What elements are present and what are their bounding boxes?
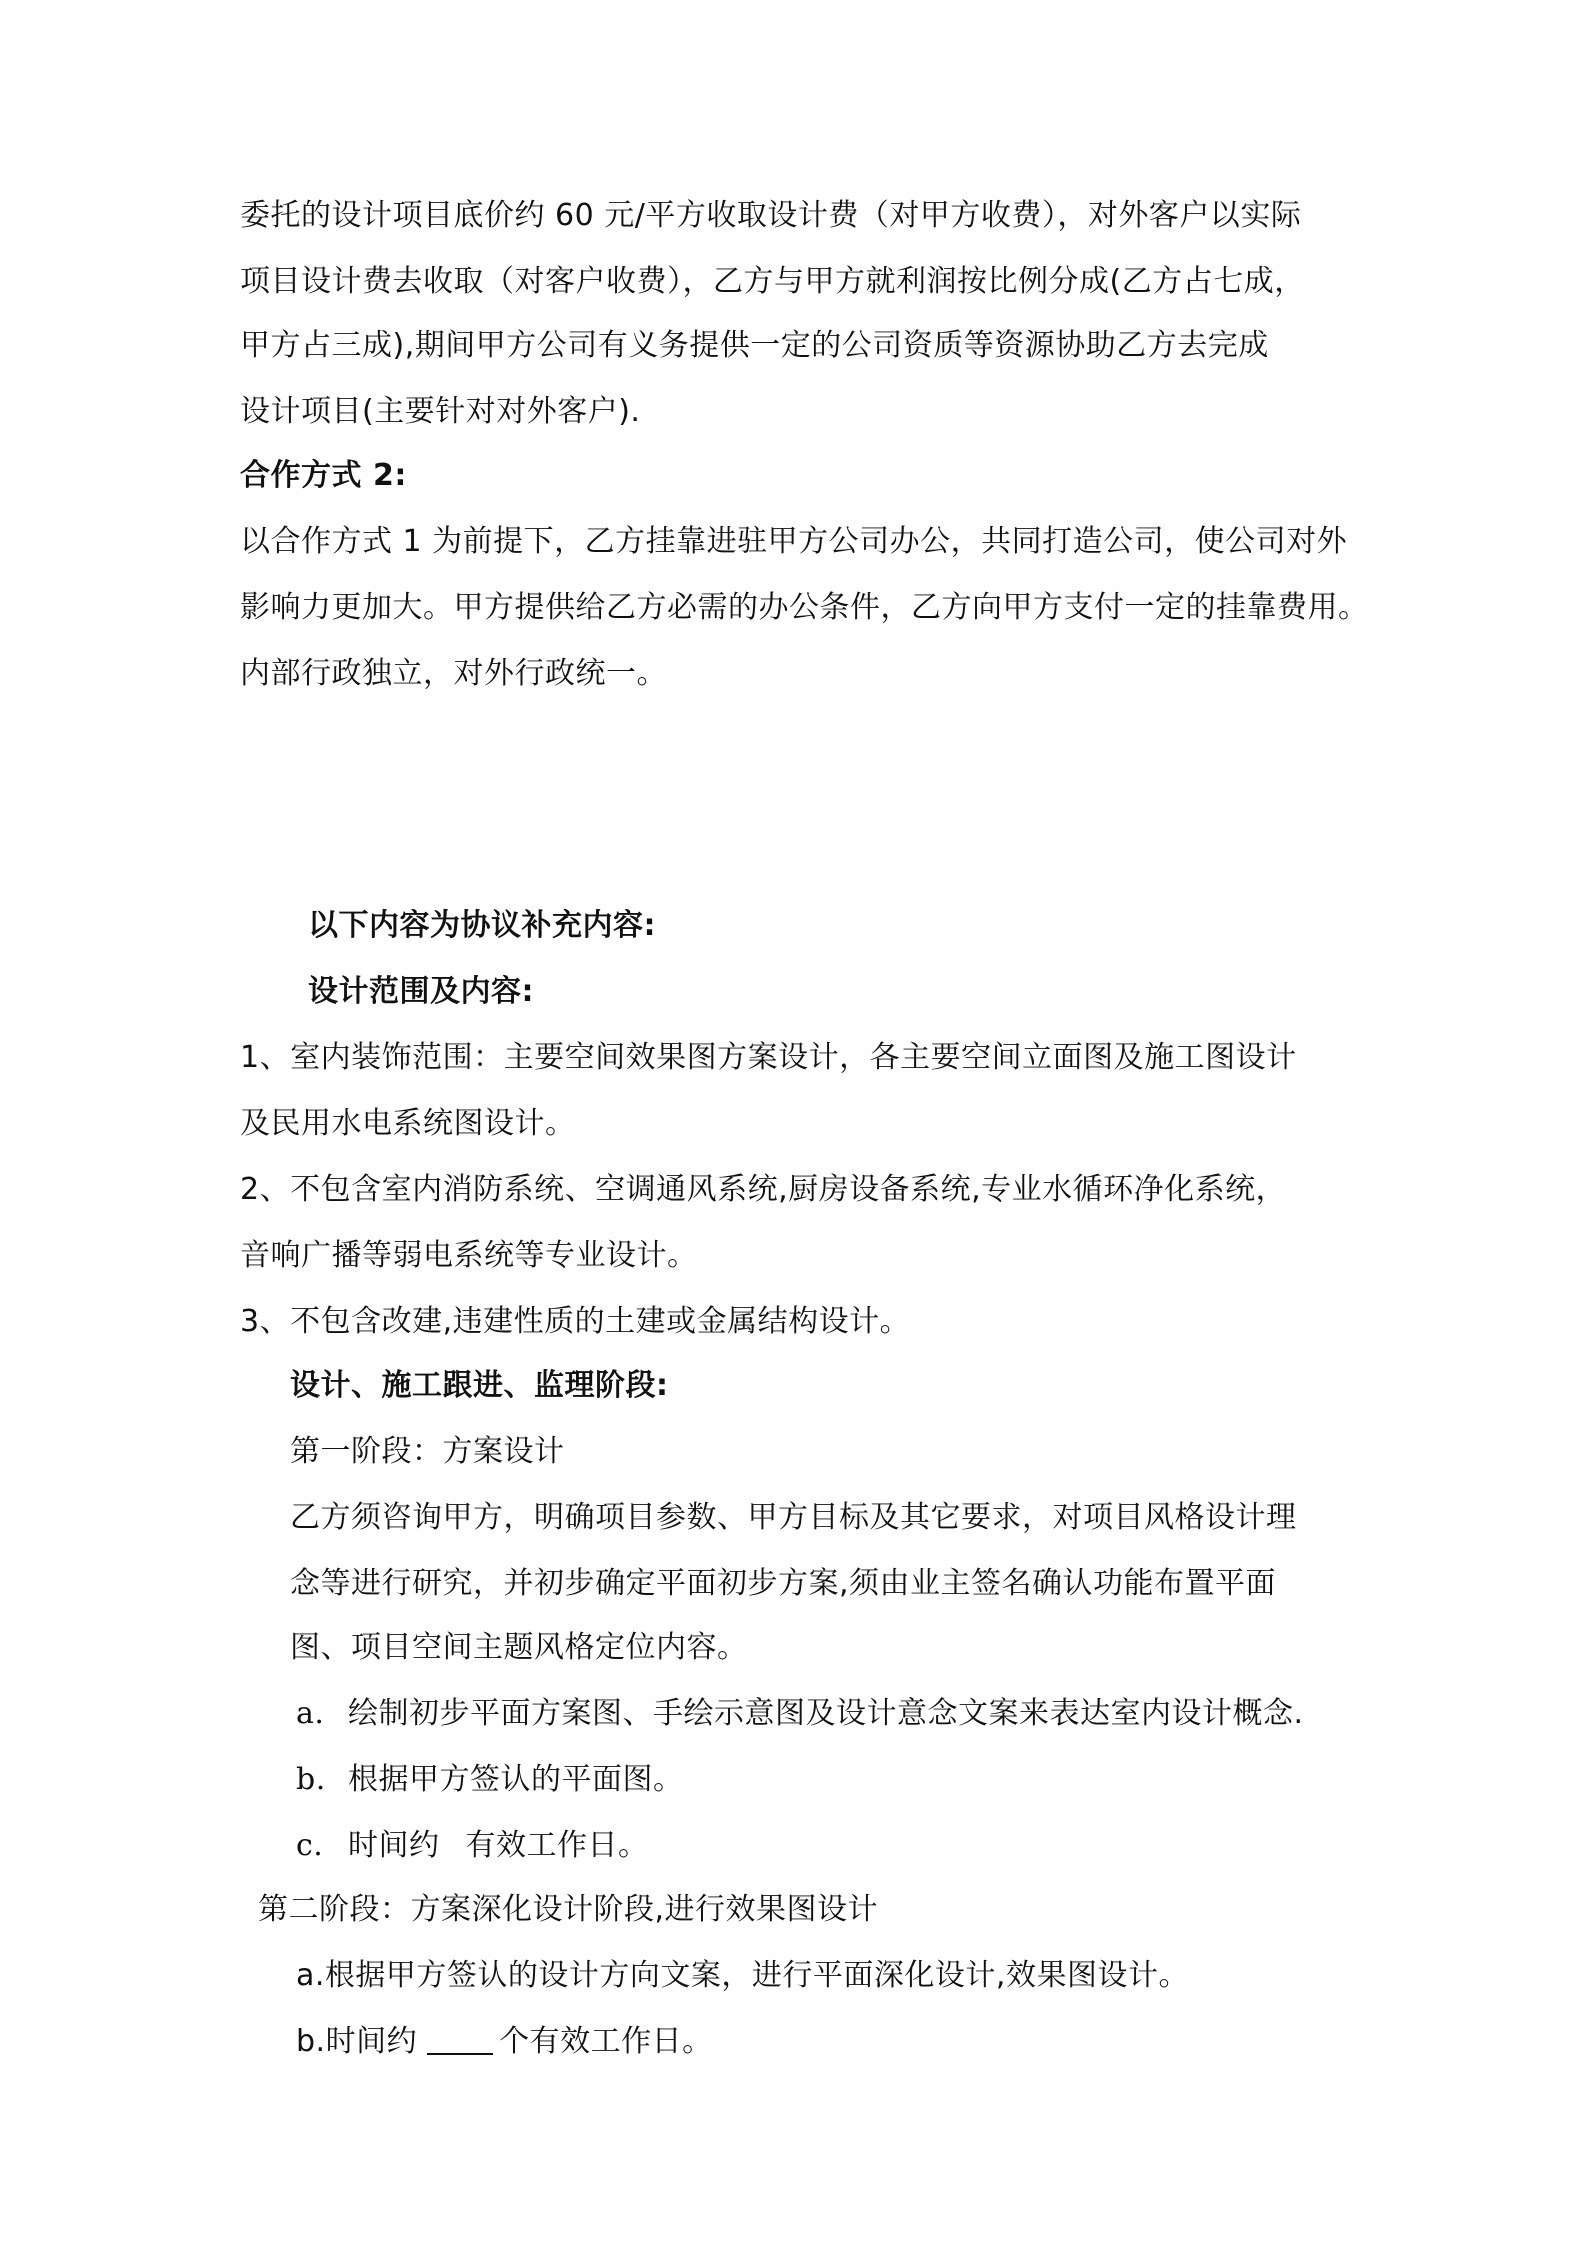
phase1-line-1: 乙方须咨询甲方，明确项目参数、甲方目标及其它要求，对项目风格设计理	[290, 1500, 1297, 1535]
subitem-marker: c.	[296, 1828, 324, 1863]
scope-item-2-cont: 音响广播等弱电系统等专业设计。	[240, 1238, 698, 1273]
subitem-text: 绘制初步平面方案图、手绘示意图及设计意念文案来表达室内设计概念.	[348, 1696, 1304, 1731]
subitem-text: 根据甲方签认的平面图。	[348, 1762, 684, 1797]
scope-item-1: 1、室内装饰范围：主要空间效果图方案设计，各主要空间立面图及施工图设计	[240, 1040, 1297, 1075]
supplement-heading: 以下内容为协议补充内容:	[308, 908, 656, 943]
mode2-line-1: 以合作方式 1 为前提下，乙方挂靠进驻甲方公司办公，共同打造公司，使公司对外	[240, 524, 1348, 559]
scope-heading: 设计范围及内容:	[308, 974, 534, 1009]
mode2-line-3: 内部行政独立，对外行政统一。	[240, 656, 667, 691]
phase2-item-a: a.根据甲方签认的设计方向文案，进行平面深化设计,效果图设计。	[296, 1958, 1189, 1993]
subitem-text-after: 有效工作日。	[465, 1828, 649, 1863]
scope-item-2: 2、不包含室内消防系统、空调通风系统,厨房设备系统,专业水循环净化系统，	[240, 1172, 1287, 1207]
intro-line-1: 委托的设计项目底价约 60 元/平方收取设计费（对甲方收费），对外客户以实际	[240, 198, 1302, 233]
phase2-title: 第二阶段：方案深化设计阶段,进行效果图设计	[258, 1892, 879, 1927]
phase1-subitem-b	[296, 1760, 684, 1800]
subitem-marker: b.	[296, 1762, 326, 1797]
intro-line-2: 项目设计费去收取（对客户收费），乙方与甲方就利润按比例分成(乙方占七成，	[240, 264, 1305, 299]
scope-item-1-cont: 及民用水电系统图设计。	[240, 1106, 576, 1141]
phase1-title: 第一阶段：方案设计	[290, 1434, 565, 1469]
phase1-line-3: 图、项目空间主题风格定位内容。	[290, 1630, 748, 1665]
phases-heading: 设计、施工跟进、监理阶段:	[290, 1368, 669, 1403]
subitem-marker: a.	[296, 1696, 325, 1731]
mode2-heading: 合作方式 2:	[240, 458, 407, 493]
scope-item-3: 3、不包含改建,违建性质的土建或金属结构设计。	[240, 1304, 911, 1339]
intro-line-4: 设计项目(主要针对对外客户).	[240, 394, 641, 429]
phase1-subitem-c	[296, 1826, 649, 1866]
phase2-item-b-after: 个有效工作日。	[499, 2024, 713, 2059]
fill-in-blank	[427, 2023, 493, 2055]
intro-line-3: 甲方占三成),期间甲方公司有义务提供一定的公司资质等资源协助乙方去完成	[240, 328, 1269, 363]
phase1-subitem-a	[296, 1694, 1304, 1734]
phase2-item-b-before: b.时间约	[296, 2024, 418, 2059]
mode2-line-2: 影响力更加大。甲方提供给乙方必需的办公条件，乙方向甲方支付一定的挂靠费用。	[240, 590, 1369, 625]
phase2-item-b	[296, 2022, 713, 2062]
subitem-text-before: 时间约	[348, 1828, 440, 1863]
phase1-line-2: 念等进行研究，并初步确定平面初步方案,须由业主签名确认功能布置平面	[290, 1566, 1277, 1601]
